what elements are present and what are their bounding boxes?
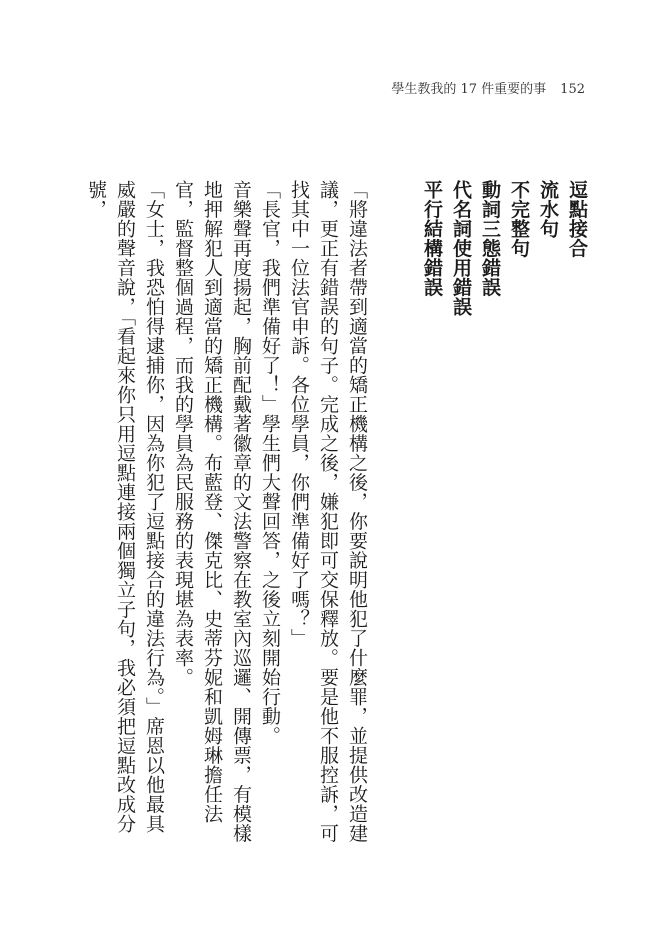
- paragraph: 「女士，我恐怕得逮捕你，因為你犯了逗點接合的違法行為。」席恩以他最具威嚴的聲音說，「看起來你只用逗點連接兩個獨立子句，我必須把逗點改成分號，: [85, 180, 165, 834]
- list-item: 動詞三態錯誤: [479, 180, 501, 297]
- page-body: [78, 180, 591, 852]
- book-title: 學生教我的 17 件重要的事: [391, 82, 547, 97]
- list-item: 不完整句: [508, 180, 530, 258]
- list-item: 逗點接合: [566, 180, 588, 258]
- violation-list: [417, 180, 591, 852]
- paragraph: 「將違法者帶到適當的矯正機構之後，你要說明他犯了什麼罪，並提供改造建議，更正有錯誤的句子。完成之後，嫌犯即可交保釋放。要是他不服控訴，可找其中一位法官申訴。各位學員，你們準備好了嗎？」: [288, 180, 368, 843]
- list-item: 代名詞使用錯誤: [450, 180, 472, 317]
- page-number: 152: [560, 82, 585, 97]
- paragraph: 「長官，我們準備好了！」學生們大聲回答，之後立刻開始行動。: [259, 180, 281, 746]
- paragraph: 音樂聲再度揚起，胸前配戴著徽章的文法警察在教室內巡邏、開傳票，有模樣地押解犯人到適當的矯正機構。布藍登、傑克比、史蒂芬妮和凱姆琳擔任法官，監督整個過程，而我的學員為民服務的表現堪為表率。: [172, 180, 252, 843]
- list-item: 流水句: [537, 180, 559, 239]
- running-head: [391, 78, 585, 97]
- list-item: 平行結構錯誤: [421, 180, 443, 297]
